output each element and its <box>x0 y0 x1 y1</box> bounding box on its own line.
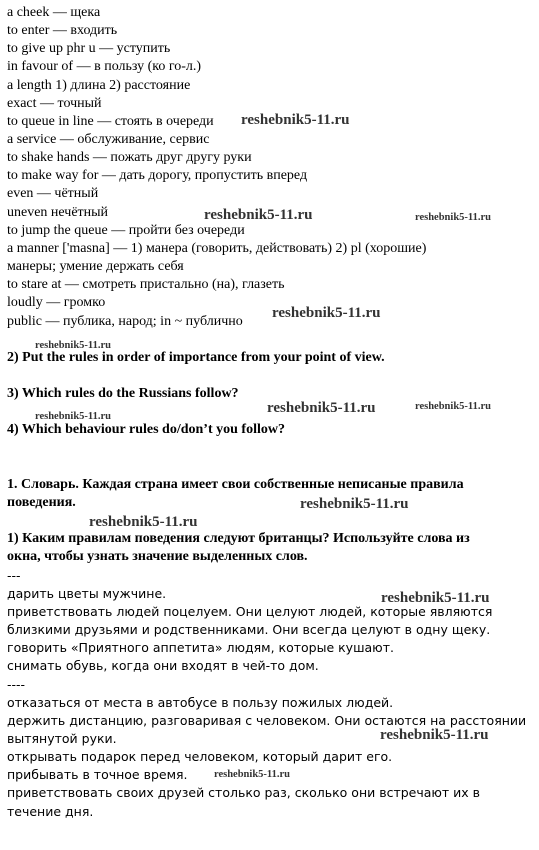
watermark: reshebnik5-11.ru <box>89 514 198 530</box>
watermark: reshebnik5-11.ru <box>415 212 491 223</box>
section-subheading: 1) Каким правилам поведения следуют британцы? Используйте слова из <box>7 531 470 546</box>
vocab-item: to give up phr u — уступить <box>7 41 171 56</box>
question-4: 4) Which behaviour rules do/don’t you follow? <box>7 422 285 437</box>
vocab-item: to make way for — дать дорогу, пропустить вперед <box>7 168 308 183</box>
watermark: reshebnik5-11.ru <box>415 401 491 412</box>
watermark: reshebnik5-11.ru <box>35 411 111 422</box>
vocab-item: in favour of — в пользу (ко го-л.) <box>7 59 202 74</box>
rule-item: приветствовать людей поцелуем. Они целуют людей, которые являются <box>7 604 493 619</box>
separator: --- <box>7 568 21 583</box>
vocab-item: to enter — входить <box>7 23 118 38</box>
rule-item: вытянутой руки. <box>7 731 117 746</box>
vocab-item: a cheek — щека <box>7 5 101 20</box>
rule-item: прибывать в точное время. <box>7 767 188 782</box>
rule-item: держить дистанцию, разговаривая с человеком. Они остаются на расстоянии <box>7 713 527 728</box>
watermark: reshebnik5-11.ru <box>381 590 490 606</box>
watermark: reshebnik5-11.ru <box>267 400 376 416</box>
rule-item: снимать обувь, когда они входят в чей-то дом. <box>7 658 319 673</box>
vocab-item: loudly — громко <box>7 295 106 310</box>
vocab-item: to stare at — смотреть пристально (на), глазеть <box>7 277 285 292</box>
watermark: reshebnik5-11.ru <box>380 727 489 743</box>
vocab-item: to queue in line — стоять в очереди <box>7 114 214 129</box>
vocab-item: a manner ['masna] — 1) манера (говорить, действовать) 2) pl (хорошие) <box>7 241 427 256</box>
rule-item: близкими друзьями и родственниками. Они всегда целуют в одну щеку. <box>7 622 491 637</box>
vocab-item: манеры; умение держать себя <box>7 259 184 274</box>
watermark: reshebnik5-11.ru <box>241 112 350 128</box>
vocab-item: to jump the queue — пройти без очереди <box>7 223 245 238</box>
rule-item: отказаться от места в автобусе в пользу пожилых людей. <box>7 695 394 710</box>
watermark: reshebnik5-11.ru <box>214 769 290 780</box>
rule-item: открывать подарок перед человеком, который дарит его. <box>7 749 393 764</box>
rule-item: приветствовать своих друзей столько раз, сколько они встречают их в <box>7 785 481 800</box>
section-subheading-cont: окна, чтобы узнать значение выделенных слов. <box>7 549 308 564</box>
rule-item: дарить цветы мужчине. <box>7 586 167 601</box>
vocab-item: a service — обслуживание, сервис <box>7 132 210 147</box>
vocab-item: a length 1) длина 2) расстояние <box>7 78 191 93</box>
vocab-item: uneven нечётный <box>7 205 109 220</box>
watermark: reshebnik5-11.ru <box>35 340 111 351</box>
rule-item: течение дня. <box>7 804 94 819</box>
watermark: reshebnik5-11.ru <box>272 305 381 321</box>
rule-item: говорить «Приятного аппетита» людям, которые кушают. <box>7 640 394 655</box>
vocab-item: to shake hands — пожать друг другу руки <box>7 150 252 165</box>
vocab-item: exact — точный <box>7 96 102 111</box>
section-heading-cont: поведения. <box>7 495 76 510</box>
question-2: 2) Put the rules in order of importance from your point of view. <box>7 350 385 365</box>
vocab-item: even — чётный <box>7 186 99 201</box>
watermark: reshebnik5-11.ru <box>300 496 409 512</box>
watermark: reshebnik5-11.ru <box>204 207 313 223</box>
question-3: 3) Which rules do the Russians follow? <box>7 386 239 401</box>
vocab-item: public — публика, народ; in ~ публично <box>7 314 243 329</box>
section-heading: 1. Словарь. Каждая страна имеет свои собственные неписаные правила <box>7 477 464 492</box>
separator: ---- <box>7 677 26 692</box>
